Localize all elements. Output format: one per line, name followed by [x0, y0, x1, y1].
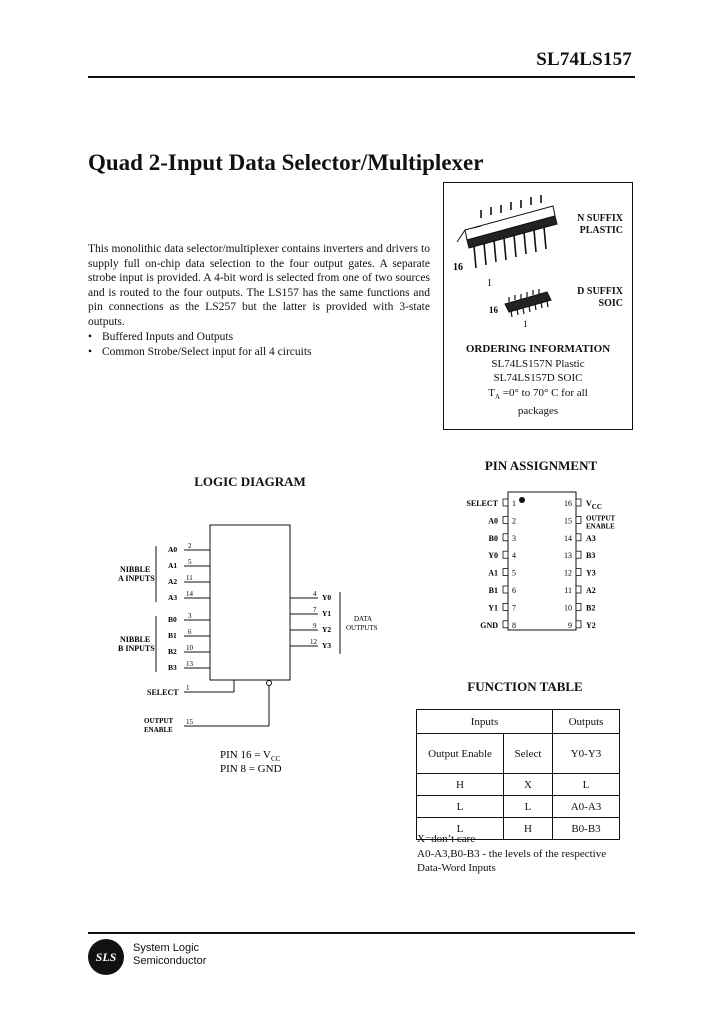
pin-label: Y3 — [586, 568, 596, 578]
pin-number: 5 — [188, 558, 192, 566]
pin-number: 9 — [313, 622, 317, 630]
output-label-y0: Y0 — [322, 593, 332, 602]
logic-diagram-title: LOGIC DIAGRAM — [194, 474, 306, 489]
pin-label: B1 — [488, 586, 498, 595]
column-header-output: Y0-Y3 — [553, 734, 620, 774]
outputs-label: OUTPUTS — [346, 624, 378, 632]
output-label-y1: Y1 — [322, 609, 332, 618]
table-cell: B0-B3 — [553, 818, 620, 840]
ordering-line: packages — [517, 405, 559, 418]
pin-label: A0 — [488, 516, 498, 526]
pin-number: 16 — [564, 499, 572, 508]
pin-assignment-title: PIN ASSIGNMENT — [484, 458, 598, 473]
pin-label: Y0 — [488, 551, 498, 561]
pin-stub — [503, 551, 508, 558]
table-cell: L — [417, 796, 504, 818]
pin-number: 6 — [188, 628, 192, 636]
pin-stub — [576, 586, 581, 593]
pin-stub — [503, 586, 508, 593]
pin-stub — [503, 621, 508, 628]
temp-symbol: T — [488, 386, 495, 399]
feature-list — [88, 330, 430, 359]
gnd-note: PIN 8 = GND — [220, 763, 282, 775]
input-label-b2: B2 — [168, 647, 177, 656]
pin-label: Y2 — [586, 620, 596, 630]
vcc-note — [220, 749, 281, 763]
pin-number: 10 — [186, 644, 193, 652]
pin1-marker-icon — [519, 497, 525, 503]
table-cell: H — [417, 774, 504, 796]
pin-stub — [503, 603, 508, 610]
header-rule — [88, 76, 635, 78]
table-cell: H — [504, 818, 553, 840]
column-header-enable: Output Enable — [417, 734, 504, 774]
company-name — [133, 942, 206, 968]
pin-number: 4 — [313, 590, 317, 598]
input-label-a1: A1 — [168, 561, 178, 570]
pin-label: VCC — [586, 499, 602, 511]
group-b-label: NIBBLE — [120, 635, 151, 644]
part-number: SL74LS157 — [536, 49, 632, 70]
pin-stub — [576, 534, 581, 541]
pin-number: 8 — [512, 620, 516, 630]
footer-rule — [88, 932, 635, 934]
table-notes — [417, 832, 606, 876]
pin-number: 2 — [188, 542, 192, 550]
ordering-line: SL74LS157N Plastic — [491, 357, 585, 370]
pin-number: 1 — [186, 684, 190, 692]
ordering-info — [443, 342, 633, 419]
pin-number: 11 — [186, 574, 193, 582]
outputs-label: DATA — [354, 615, 373, 623]
pin-stub — [576, 551, 581, 558]
table-row — [417, 796, 620, 818]
pin-number: 3 — [188, 612, 192, 620]
pin-label: A1 — [488, 568, 498, 578]
pin-number: 4 — [512, 551, 516, 561]
pin-label: B3 — [586, 551, 596, 561]
pin-number: 15 — [186, 718, 193, 726]
pin-label: OUTPUT — [586, 514, 616, 523]
input-label-a3: A3 — [168, 593, 178, 602]
vcc-note-text: PIN 16 = V — [220, 749, 271, 761]
select-label: SELECT — [147, 688, 179, 697]
pin-stub — [503, 534, 508, 541]
output-label-y2: Y2 — [322, 625, 332, 634]
pin-label-subscript: CC — [591, 503, 602, 511]
output-label-y3: Y3 — [322, 641, 332, 650]
description: This monolithic data selector/multiplexer contains inverters and drivers to supply full on-chip data selection to the four output gates. A separate strobe input is provided. A 4-bit word is selected from one of two sources and is routed to the four outputs. The LS157 has the same functions and pin connections as the LS257 but the latter is provided with 3-state outputs. — [88, 243, 430, 328]
pin-stub — [576, 603, 581, 610]
package-drawings — [443, 182, 633, 342]
company-line: Semiconductor — [133, 955, 207, 967]
dip-pin16-label: 16 — [453, 262, 463, 273]
n-suffix-text: N SUFFIX — [577, 213, 623, 224]
table-row — [417, 774, 620, 796]
d-suffix-label — [523, 286, 623, 310]
temp-subscript: A — [494, 392, 501, 401]
note-line: A0-A3,B0-B3 - the levels of the respective — [417, 847, 607, 860]
table-header-outputs: Outputs — [553, 710, 620, 734]
pin-stub — [503, 569, 508, 576]
pin-label: SELECT — [466, 499, 498, 508]
ordering-temp — [443, 386, 633, 405]
d-suffix-text: D SUFFIX — [577, 286, 623, 297]
table-header-inputs: Inputs — [417, 710, 553, 734]
function-table-title: FUNCTION TABLE — [467, 679, 583, 694]
pin-number: 6 — [512, 586, 516, 595]
pin-number: 7 — [512, 603, 516, 613]
pin-number: 12 — [310, 638, 317, 646]
note-line: Data-Word Inputs — [417, 862, 496, 875]
ordering-line: SL74LS157D SOIC — [493, 372, 583, 384]
feature-item: • Common Strobe/Select input for all 4 circuits — [88, 345, 430, 360]
pin-label: GND — [480, 620, 498, 630]
soic-pin1-label: 1 — [523, 319, 528, 329]
pin-stub — [576, 516, 581, 523]
pin-label: ENABLE — [586, 522, 615, 531]
pin-stub — [503, 499, 508, 506]
column-header-select: Select — [504, 734, 553, 774]
ordering-title: ORDERING INFORMATION — [465, 343, 611, 355]
pin-number: 3 — [512, 533, 516, 543]
table-cell: L — [553, 774, 620, 796]
company-line: System Logic — [133, 942, 200, 954]
pin-number: 9 — [568, 620, 572, 630]
pin-number: 5 — [512, 568, 516, 578]
pin-stub — [576, 569, 581, 576]
pin-stub — [503, 516, 508, 523]
table-cell: L — [417, 818, 504, 840]
input-label-b3: B3 — [168, 663, 177, 672]
n-suffix-type: PLASTIC — [579, 225, 623, 236]
group-a-label: A INPUTS — [118, 574, 155, 583]
pin-stub — [576, 499, 581, 506]
pin-label: A2 — [586, 586, 596, 595]
enable-label: OUTPUT — [144, 717, 174, 725]
function-table — [416, 709, 620, 840]
input-label-b1: B1 — [168, 631, 177, 640]
pin-number: 14 — [564, 533, 572, 543]
logic-block — [210, 525, 290, 680]
input-label-a0: A0 — [168, 545, 178, 554]
d-suffix-type: SOIC — [598, 298, 623, 309]
pin-label: B2 — [586, 603, 596, 613]
pin-label: Y1 — [488, 603, 498, 613]
pin-number: 13 — [186, 660, 193, 668]
pin-assignment-diagram — [440, 490, 640, 635]
n-suffix-label — [523, 213, 623, 237]
pin-number: 7 — [313, 606, 317, 614]
pin-number: 15 — [564, 516, 572, 526]
pin-number: 14 — [186, 590, 193, 598]
pin-stub — [576, 621, 581, 628]
logic-diagram — [100, 520, 400, 780]
page-title: Quad 2-Input Data Selector/Multiplexer — [88, 150, 484, 175]
input-label-b0: B0 — [168, 615, 177, 624]
pin-number: 11 — [564, 586, 572, 595]
input-label-a2: A2 — [168, 577, 178, 586]
temp-range: =0° to 70° C for all — [500, 386, 588, 399]
group-a-label: NIBBLE — [120, 565, 151, 574]
pin-number: 13 — [564, 551, 572, 561]
table-cell: L — [504, 796, 553, 818]
pin-number: 1 — [512, 499, 516, 508]
pin-label: B0 — [488, 533, 498, 543]
pin-label: A3 — [586, 533, 596, 543]
table-cell: X — [504, 774, 553, 796]
soic-pin16-label: 16 — [489, 305, 498, 315]
enable-label: ENABLE — [144, 726, 173, 734]
dip-pin1-label: 1 — [487, 278, 492, 289]
pin-number: 12 — [564, 568, 572, 578]
feature-item: • Buffered Inputs and Outputs — [88, 330, 430, 345]
company-logo: SLS — [88, 939, 124, 975]
table-cell: A0-A3 — [553, 796, 620, 818]
vcc-note-sub: CC — [270, 755, 281, 763]
group-b-label: B INPUTS — [118, 644, 155, 653]
pin-number: 10 — [564, 603, 572, 613]
pin-number: 2 — [512, 516, 516, 526]
note-line: X=don’t care — [417, 833, 476, 845]
